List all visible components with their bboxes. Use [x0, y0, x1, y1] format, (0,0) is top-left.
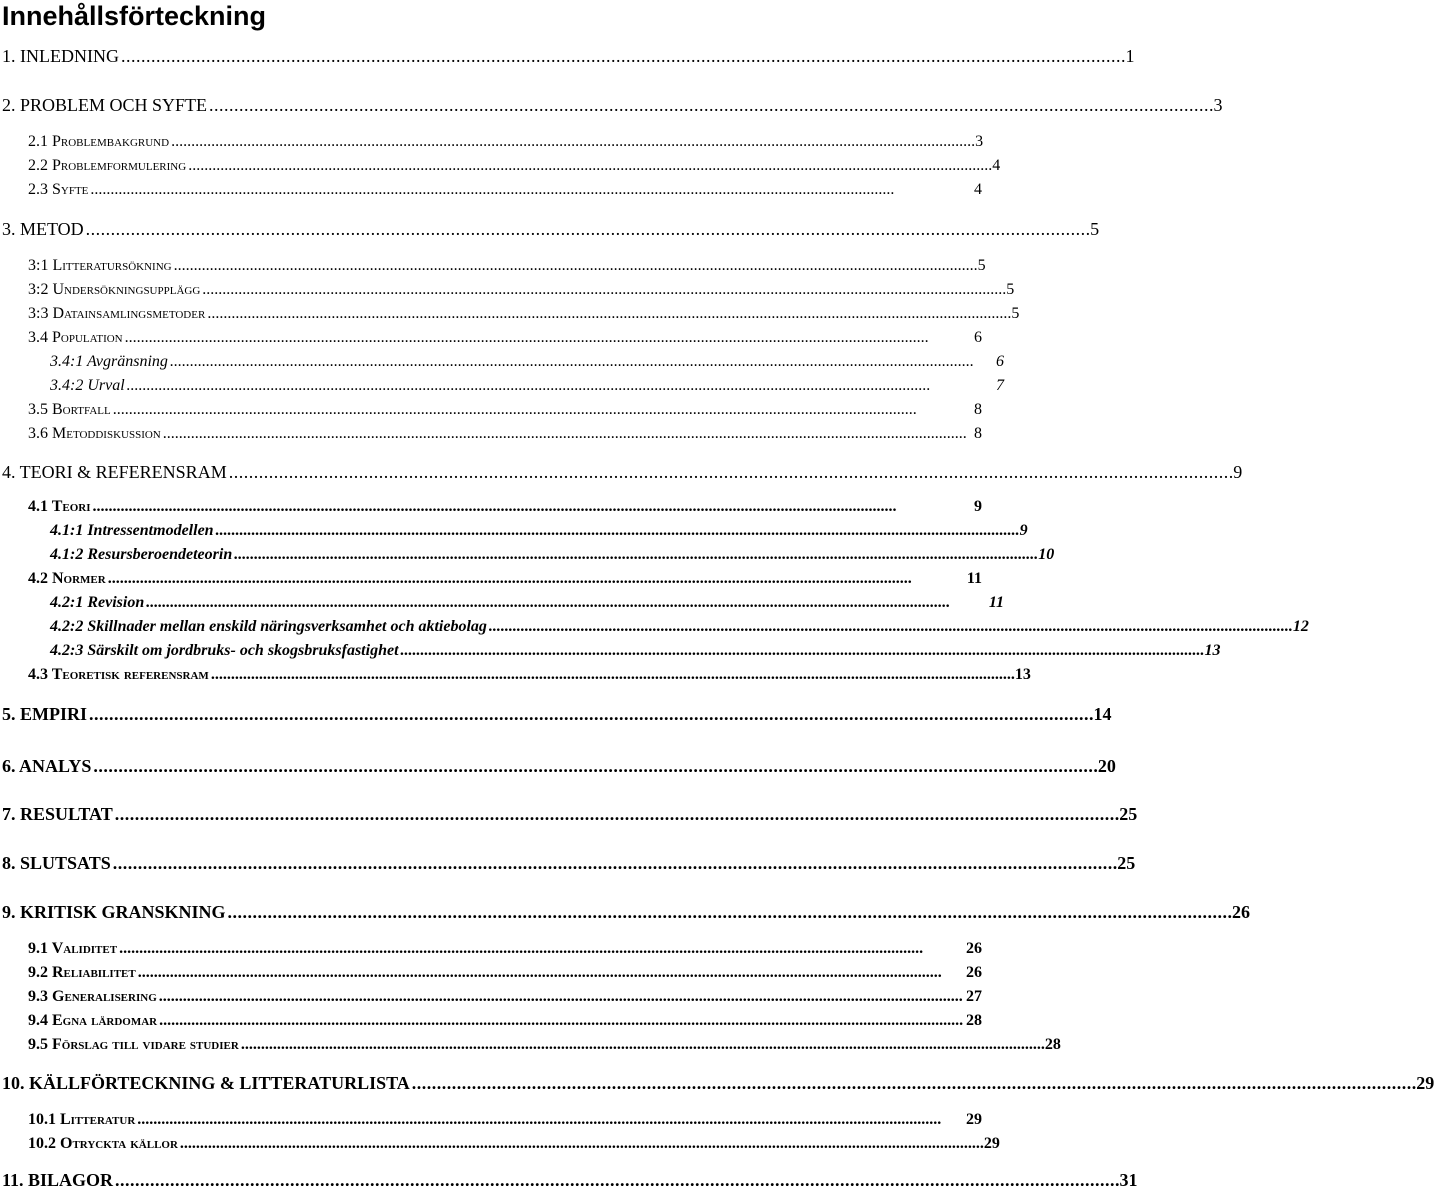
- toc-entry-label: 3:2 Undersökningsupplägg: [28, 281, 201, 298]
- toc-dot-leader: [125, 329, 972, 347]
- toc-dot-leader: [174, 257, 976, 275]
- toc-entry[interactable]: [0, 902, 1251, 926]
- toc-entry-page-number: 4: [974, 181, 982, 198]
- toc-entry-label: 2.2 Problemformulering: [28, 157, 187, 174]
- toc-entry[interactable]: [0, 95, 1223, 119]
- toc-dot-leader: [229, 462, 1232, 483]
- toc-entry[interactable]: [0, 462, 1243, 486]
- toc-dot-leader: [89, 704, 1092, 725]
- toc-entry-page-number: 10: [1038, 546, 1055, 563]
- toc-entry-page-number: 29: [966, 1111, 982, 1128]
- toc-entry-label: 2.3 Syfte: [28, 181, 89, 198]
- toc-entry-page-number: 5: [1011, 305, 1020, 322]
- toc-entry-label: 8. SLUTSATS: [2, 853, 111, 873]
- toc-entry[interactable]: [0, 281, 1015, 305]
- toc-entry-page-number: 3: [1213, 95, 1223, 115]
- toc-entry-page-number: 8: [974, 425, 982, 442]
- toc-entry-label: 4.2 Normer: [28, 570, 106, 587]
- toc-entry[interactable]: [0, 642, 1221, 666]
- toc-entry-page-number: 26: [966, 940, 982, 957]
- toc-entry-page-number: 13: [1014, 666, 1031, 683]
- toc-entry[interactable]: [0, 305, 1020, 329]
- toc-dot-leader: [137, 1111, 964, 1129]
- toc-entry-page-number: 6: [974, 329, 982, 346]
- toc-entry-page-number: 9: [1233, 462, 1243, 482]
- toc-entry-label: 9.4 Egna lärdomar: [28, 1012, 158, 1029]
- toc-entry-page-number: 7: [996, 377, 1004, 394]
- toc-entry-page-number: 3: [975, 133, 984, 150]
- toc-entry-label: 4.3 Teoretisk referensram: [28, 666, 209, 683]
- toc-entry[interactable]: [0, 46, 1135, 70]
- toc-dot-leader: [127, 377, 994, 395]
- toc-entry[interactable]: [0, 666, 1031, 690]
- toc-entry-page-number: 25: [1119, 804, 1138, 824]
- toc-dot-leader: [234, 546, 1036, 564]
- toc-entry-page-number: 28: [966, 1012, 982, 1029]
- toc-entry-label: 2. PROBLEM OCH SYFTE: [2, 95, 208, 115]
- toc-dot-leader: [163, 425, 972, 443]
- toc-entry-label: 4.1:1 Intressentmodellen: [50, 522, 214, 539]
- toc-entry-label: 4. TEORI & REFERENSRAM: [2, 462, 227, 482]
- toc-entry-page-number: 11: [966, 570, 982, 587]
- toc-entry-page-number: 20: [1097, 756, 1116, 776]
- toc-dot-leader: [86, 219, 1089, 240]
- toc-entry-page-number: 29: [1416, 1073, 1435, 1093]
- toc-dot-leader: [211, 666, 1013, 684]
- toc-entry-page-number: 8: [974, 401, 982, 418]
- toc-entry[interactable]: [0, 1135, 1000, 1159]
- toc-entry-label: 10. KÄLLFÖRTECKNING & LITTERATURLISTA: [2, 1073, 410, 1093]
- toc-dot-leader: [180, 1135, 982, 1153]
- toc-dot-leader: [115, 804, 1118, 825]
- toc-entry[interactable]: [0, 522, 1028, 546]
- toc-dot-leader: [202, 281, 1004, 299]
- toc-entry[interactable]: [0, 570, 988, 594]
- toc-dot-leader: [121, 46, 1124, 67]
- toc-entry[interactable]: [0, 401, 988, 425]
- toc-entry-label: 10.1 Litteratur: [28, 1111, 136, 1128]
- toc-dot-leader: [159, 1012, 964, 1030]
- toc-entry-page-number: 14: [1093, 704, 1112, 724]
- toc-entry-label: 9.1 Validitet: [28, 940, 118, 957]
- toc-entry-label: 2.1 Problembakgrund: [28, 133, 170, 150]
- toc-entry[interactable]: [0, 377, 1010, 401]
- toc-entry-label: 4.2:3 Särskilt om jordbruks- och skogsbruksfastighet: [50, 642, 399, 659]
- toc-entry[interactable]: [0, 964, 988, 988]
- toc-entry-label: 1. INLEDNING: [2, 46, 119, 66]
- toc-dot-leader: [489, 618, 1291, 636]
- toc-entry-page-number: 29: [983, 1135, 1000, 1152]
- toc-entry[interactable]: [0, 804, 1138, 828]
- toc-entry[interactable]: [0, 988, 988, 1012]
- toc-dot-leader: [93, 498, 972, 516]
- toc-entry-page-number: 28: [1044, 1036, 1061, 1053]
- toc-entry-page-number: 26: [1232, 902, 1251, 922]
- toc-entry-label: 3:3 Datainsamlingsmetoder: [28, 305, 206, 322]
- toc-entry-page-number: 5: [1006, 281, 1015, 298]
- toc-dot-leader: [93, 756, 1096, 777]
- toc-entry-page-number: 5: [1090, 219, 1100, 239]
- toc-entry-page-number: 1: [1125, 46, 1135, 66]
- toc-entry[interactable]: [0, 1012, 988, 1036]
- toc-entry[interactable]: [0, 257, 988, 281]
- toc-dot-leader: [401, 642, 1203, 660]
- toc-entry[interactable]: [0, 133, 988, 157]
- toc-dot-leader: [228, 902, 1231, 923]
- toc-entry-label: 4.2:2 Skillnader mellan enskild näringsverksamhet och aktiebolag: [50, 618, 487, 635]
- toc-entry-page-number: 13: [1204, 642, 1221, 659]
- toc-entry[interactable]: [0, 329, 988, 353]
- toc-entry[interactable]: [0, 704, 1112, 728]
- toc-entry-page-number: 12: [1292, 618, 1309, 635]
- toc-dot-leader: [241, 1036, 1043, 1054]
- toc-entry[interactable]: [0, 1111, 988, 1135]
- toc-entry[interactable]: [0, 618, 1309, 642]
- toc-entry[interactable]: [0, 219, 1100, 243]
- toc-entry-label: 3.6 Metoddiskussion: [28, 425, 161, 442]
- toc-entry[interactable]: [0, 940, 988, 964]
- toc-entry-label: 9.2 Reliabilitet: [28, 964, 136, 981]
- toc-entry[interactable]: [0, 157, 1001, 181]
- toc-entry-page-number: 25: [1117, 853, 1136, 873]
- toc-entry-label: 11. BILAGOR: [2, 1170, 114, 1190]
- toc-entry-page-number: 31: [1119, 1170, 1138, 1190]
- toc-entry-page-number: 9: [974, 498, 982, 515]
- toc-dot-leader: [146, 594, 987, 612]
- toc-entry-page-number: 26: [966, 964, 982, 981]
- toc-entry-page-number: 27: [966, 988, 982, 1005]
- toc-dot-leader: [159, 988, 964, 1006]
- toc-dot-leader: [113, 853, 1116, 874]
- toc-entry[interactable]: [0, 425, 988, 449]
- toc-entry-page-number: 5: [977, 257, 986, 274]
- toc-entry-label: 4.1 Teori: [28, 498, 91, 515]
- toc-entry-label: 9.5 Förslag till vidare studier: [28, 1036, 239, 1053]
- toc-entry-label: 9. KRITISK GRANSKNING: [2, 902, 226, 922]
- toc-dot-leader: [113, 401, 972, 419]
- toc-entry-label: 5. EMPIRI: [2, 704, 87, 724]
- toc-entry-page-number: 9: [1019, 522, 1028, 539]
- toc-dot-leader: [170, 353, 994, 371]
- toc-dot-leader: [115, 1170, 1118, 1191]
- toc-dot-leader: [108, 570, 965, 588]
- toc-entry-label: 7. RESULTAT: [2, 804, 113, 824]
- toc-dot-leader: [216, 522, 1018, 540]
- toc-entry-page-number: 6: [996, 353, 1004, 370]
- toc-entry-label: 4.2:1 Revision: [50, 594, 145, 611]
- toc-dot-leader: [188, 157, 990, 175]
- toc-entry[interactable]: [0, 546, 1055, 570]
- toc-dot-leader: [207, 305, 1009, 323]
- toc-dot-leader: [90, 181, 972, 199]
- toc-entry-label: 3.4 Population: [28, 329, 123, 346]
- toc-entry[interactable]: [0, 498, 988, 522]
- toc-entry[interactable]: [0, 756, 1116, 780]
- toc-dot-leader: [119, 940, 964, 958]
- toc-entry[interactable]: [0, 1170, 1138, 1194]
- toc-entry-label: 3.4:1 Avgränsning: [50, 353, 168, 370]
- toc-entry-label: 3.4:2 Urval: [50, 377, 125, 394]
- toc-entry-label: 6. ANALYS: [2, 756, 92, 776]
- toc-entry[interactable]: [0, 181, 988, 205]
- toc-entry[interactable]: [0, 1036, 1061, 1060]
- toc-dot-leader: [412, 1073, 1415, 1094]
- toc-dot-leader: [171, 133, 973, 151]
- toc-entry[interactable]: [0, 594, 1010, 618]
- toc-entry-page-number: 4: [992, 157, 1001, 174]
- toc-entry[interactable]: [0, 353, 1010, 377]
- toc-entry-page-number: 11: [988, 594, 1004, 611]
- toc-dot-leader: [138, 964, 964, 982]
- toc-entry[interactable]: [0, 853, 1136, 877]
- page-title: Innehållsförteckning: [2, 1, 267, 31]
- toc-entry-label: 9.3 Generalisering: [28, 988, 157, 1005]
- toc-dot-leader: [209, 95, 1212, 116]
- toc-entry-label: 3:1 Litteratursökning: [28, 257, 172, 274]
- toc-entry-label: 4.1:2 Resursberoendeteorin: [50, 546, 233, 563]
- toc-entry[interactable]: [0, 1073, 1435, 1097]
- toc-entry-label: 10.2 Otryckta källor: [28, 1135, 178, 1152]
- toc-entry-label: 3.5 Bortfall: [28, 401, 111, 418]
- toc-entry-label: 3. METOD: [2, 219, 84, 239]
